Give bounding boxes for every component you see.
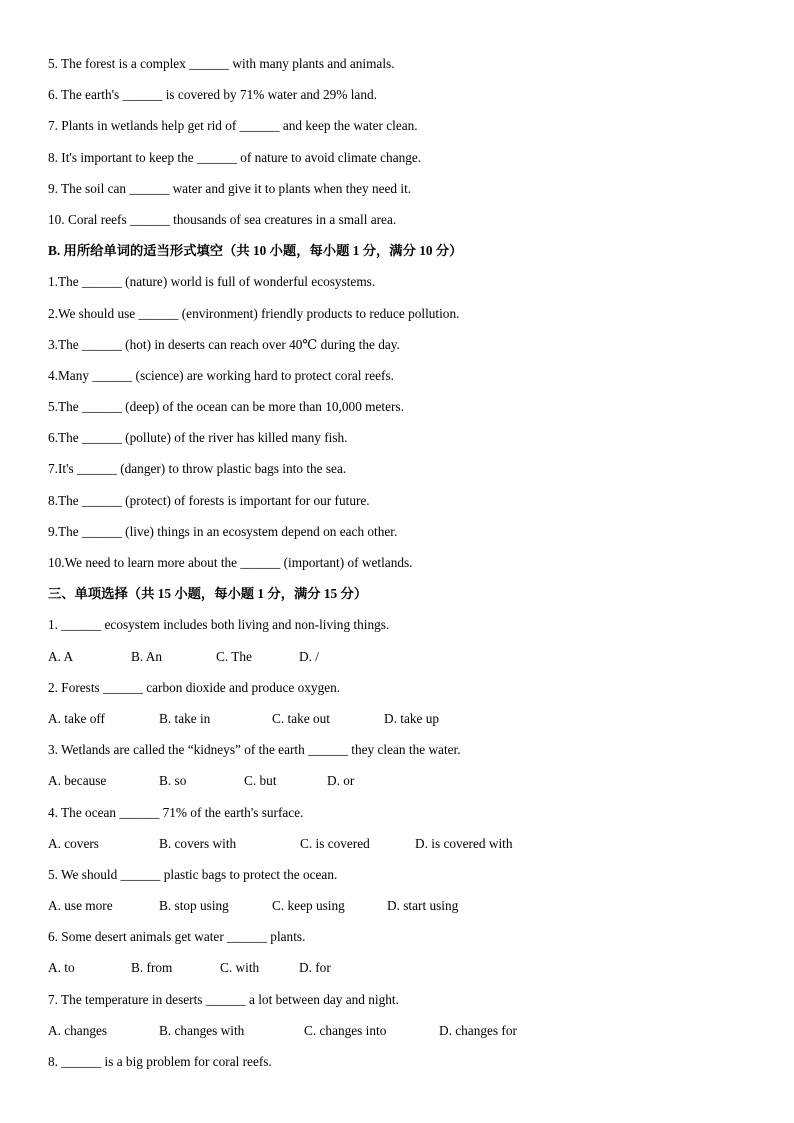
question-b6: 6.The ______ (pollute) of the river has killed many fish.: [48, 430, 348, 446]
question-b2: 2.We should use ______ (environment) friendly products to reduce pollution.: [48, 305, 460, 321]
options-c7: [48, 1022, 758, 1053]
option-b: B. take in: [159, 710, 211, 726]
option-d: D. is covered with: [415, 835, 513, 851]
option-a: A. to: [48, 960, 75, 976]
option-c: C. changes into: [304, 1022, 387, 1038]
option-d: D. take up: [384, 710, 440, 726]
option-b: B. covers with: [159, 835, 237, 851]
option-c: C. The: [216, 648, 252, 664]
option-a: A. covers: [48, 835, 99, 851]
question-b8: 8.The ______ (protect) of forests is important for our future.: [48, 492, 370, 508]
option-d: D. for: [299, 960, 331, 976]
question-b5: 5.The ______ (deep) of the ocean can be more than 10,000 meters.: [48, 399, 404, 415]
option-d: D. /: [299, 648, 319, 664]
question-c3: 3. Wetlands are called the “kidneys” of the earth ______ they clean the water.: [48, 742, 461, 758]
worksheet-page: [48, 55, 758, 1084]
option-d: D. changes for: [439, 1022, 517, 1038]
question-b10: 10.We need to learn more about the ______ (important) of wetlands.: [48, 555, 413, 570]
option-a: A. use more: [48, 898, 113, 914]
question-b7: 7.It's ______ (danger) to throw plastic bags into the sea.: [48, 461, 347, 477]
option-d: D. start using: [387, 898, 459, 914]
option-a: A. because: [48, 773, 107, 789]
question-a6: 6. The earth's ______ is covered by 71% water and 29% land.: [48, 87, 377, 103]
question-a8: 8. It's important to keep the ______ of nature to avoid climate change.: [48, 149, 422, 165]
option-c: C. with: [220, 960, 260, 976]
question-b3: 3.The ______ (hot) in deserts can reach over 40℃ during the day.: [48, 336, 400, 352]
section-c-heading: 三、单项选择（共 15 小题，每小题 1 分，满分 15 分）: [48, 586, 368, 602]
question-c1: 1. ______ ecosystem includes both living and non-living things.: [48, 617, 390, 633]
option-a: A. A: [48, 648, 74, 664]
options-c2: [48, 710, 758, 741]
question-c5: 5. We should ______ plastic bags to protect the ocean.: [48, 866, 338, 882]
section-b-heading: B. 用所给单词的适当形式填空（共 10 小题，每小题 1 分，满分 10 分）: [48, 243, 463, 259]
option-b: B. An: [131, 648, 163, 664]
question-c6: 6. Some desert animals get water ______ plants.: [48, 929, 306, 945]
option-b: B. stop using: [159, 898, 229, 914]
option-c: C. is covered: [300, 835, 370, 851]
question-b1: 1.The ______ (nature) world is full of wonderful ecosystems.: [48, 274, 376, 290]
question-b4: 4.Many ______ (science) are working hard to protect coral reefs.: [48, 367, 394, 383]
options-c1: [48, 648, 758, 679]
options-c4: [48, 835, 758, 866]
option-d: D. or: [327, 773, 355, 789]
options-c5: [48, 897, 758, 928]
option-b: B. so: [159, 773, 187, 789]
question-a10: 10. Coral reefs ______ thousands of sea creatures in a small area.: [48, 211, 397, 227]
option-a: A. changes: [48, 1022, 108, 1038]
option-a: A. take off: [48, 710, 105, 726]
question-a7: 7. Plants in wetlands help get rid of ______ and keep the water clean.: [48, 118, 418, 134]
option-c: C. take out: [272, 710, 330, 726]
question-a5: 5. The forest is a complex ______ with many plants and animals.: [48, 56, 395, 71]
question-c4: 4. The ocean ______ 71% of the earth's surface.: [48, 804, 304, 820]
option-b: B. changes with: [159, 1022, 245, 1038]
options-c6: [48, 959, 758, 990]
question-c7: 7. The temperature in deserts ______ a lot between day and night.: [48, 991, 399, 1007]
question-c8: 8. ______ is a big problem for coral reefs.: [48, 1054, 272, 1069]
question-b9: 9.The ______ (live) things in an ecosystem depend on each other.: [48, 523, 398, 539]
question-c2: 2. Forests ______ carbon dioxide and produce oxygen.: [48, 679, 341, 695]
option-b: B. from: [131, 960, 173, 976]
options-c3: [48, 772, 758, 803]
option-c: C. keep using: [272, 898, 345, 914]
option-c: C. but: [244, 773, 277, 789]
question-a9: 9. The soil can ______ water and give it to plants when they need it.: [48, 180, 412, 196]
